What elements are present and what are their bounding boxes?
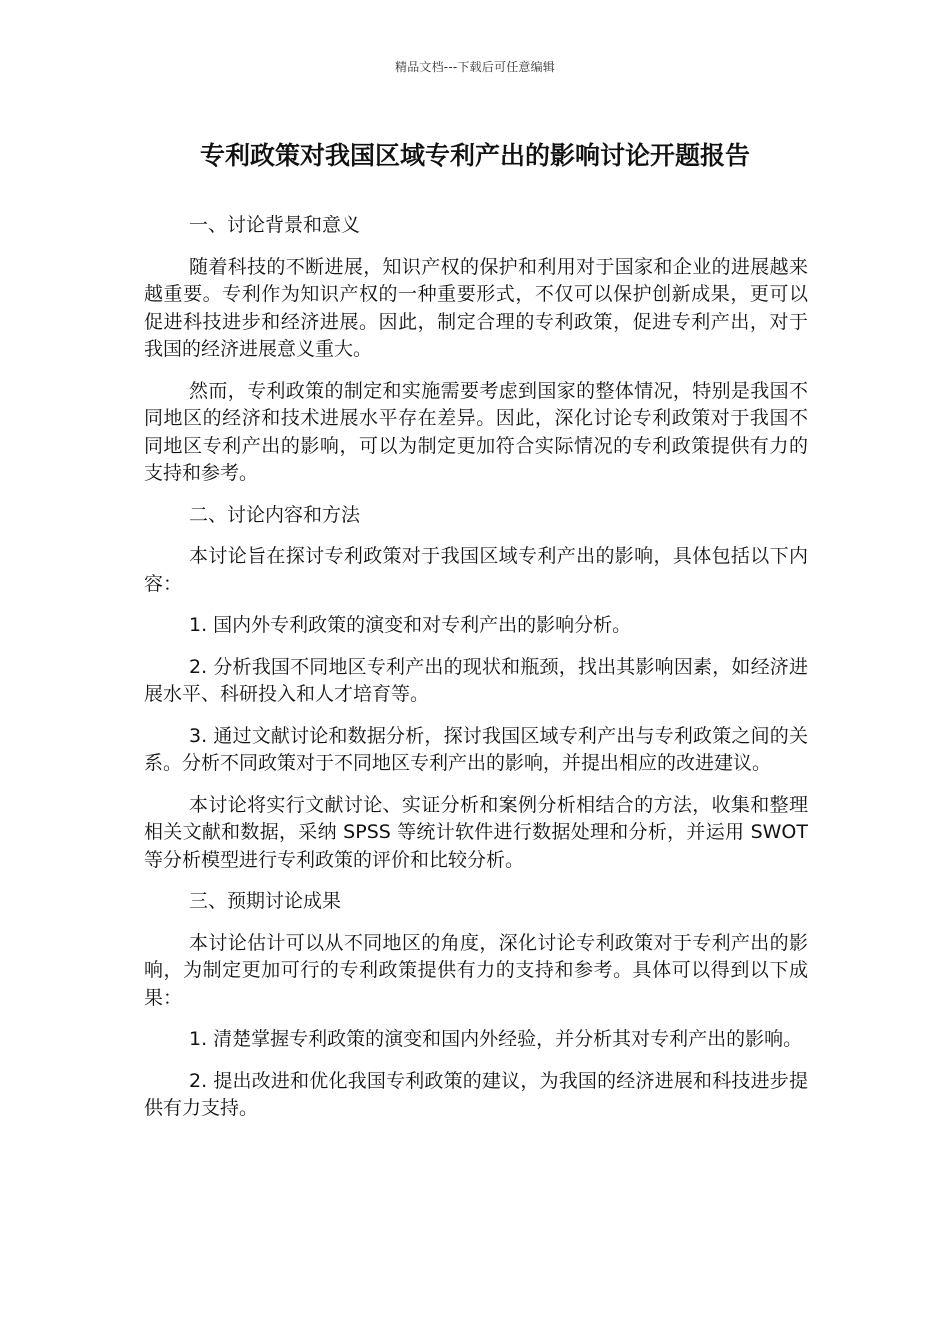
paragraph-background-2: 然而，专利政策的制定和实施需要考虑到国家的整体情况，特别是我国不同地区的经济和技术进展水平存在差异。因此，深化讨论专利政策对于我国不同地区专利产出的影响，可以为制定更加符合实际情况的专利政策提供有力的支持和参考。 bbox=[144, 379, 808, 484]
header-note: 精品文档---下载后可任意编辑 bbox=[395, 60, 555, 74]
section-heading-content: 二、讨论内容和方法 bbox=[189, 503, 361, 526]
paragraph-content-intro: 本讨论旨在探讨专利政策对于我国区域专利产出的影响，具体包括以下内容： bbox=[144, 545, 808, 595]
list-item-results-1: 1. 清楚掌握专利政策的演变和国内外经验，并分析其对专利产出的影响。 bbox=[189, 1028, 803, 1050]
list-item-content-3: 3. 通过文献讨论和数据分析，探讨我国区域专利产出与专利政策之间的关系。分析不同政策对于不同地区专利产出的影响，并提出相应的改进建议。 bbox=[144, 724, 808, 774]
paragraph-background-1: 随着科技的不断进展，知识产权的保护和利用对于国家和企业的进展越来越重要。专利作为知识产权的一种重要形式，不仅可以保护创新成果，更可以促进科技进步和经济进展。因此，制定合理的专利政策，促进专利产出，对于我国的经济进展意义重大。 bbox=[144, 255, 808, 360]
list-item-content-2: 2. 分析我国不同地区专利产出的现状和瓶颈，找出其影响因素，如经济进展水平、科研投入和人才培育等。 bbox=[144, 655, 808, 705]
section-heading-background: 一、讨论背景和意义 bbox=[189, 214, 361, 236]
document-body bbox=[144, 212, 808, 1137]
paragraph-method: 本讨论将实行文献讨论、实证分析和案例分析相结合的方法，收集和整理相关文献和数据，采纳 SPSS 等统计软件进行数据处理和分析，并运用 SWOT 等分析模型进行专利政策的评价和比较分析。 bbox=[144, 793, 808, 871]
document-title: 专利政策对我国区域专利产出的影响讨论开题报告 bbox=[199, 141, 750, 170]
list-item-content-1: 1. 国内外专利政策的演变和对专利产出的影响分析。 bbox=[189, 614, 632, 636]
paragraph-results-intro: 本讨论估计可以从不同地区的角度，深化讨论专利政策对于专利产出的影响，为制定更加可行的专利政策提供有力的支持和参考。具体可以得到以下成果： bbox=[144, 931, 808, 1009]
section-heading-results: 三、预期讨论成果 bbox=[189, 890, 342, 912]
list-item-results-2: 2. 提出改进和优化我国专利政策的建议，为我国的经济进展和科技进步提供有力支持。 bbox=[144, 1069, 808, 1119]
